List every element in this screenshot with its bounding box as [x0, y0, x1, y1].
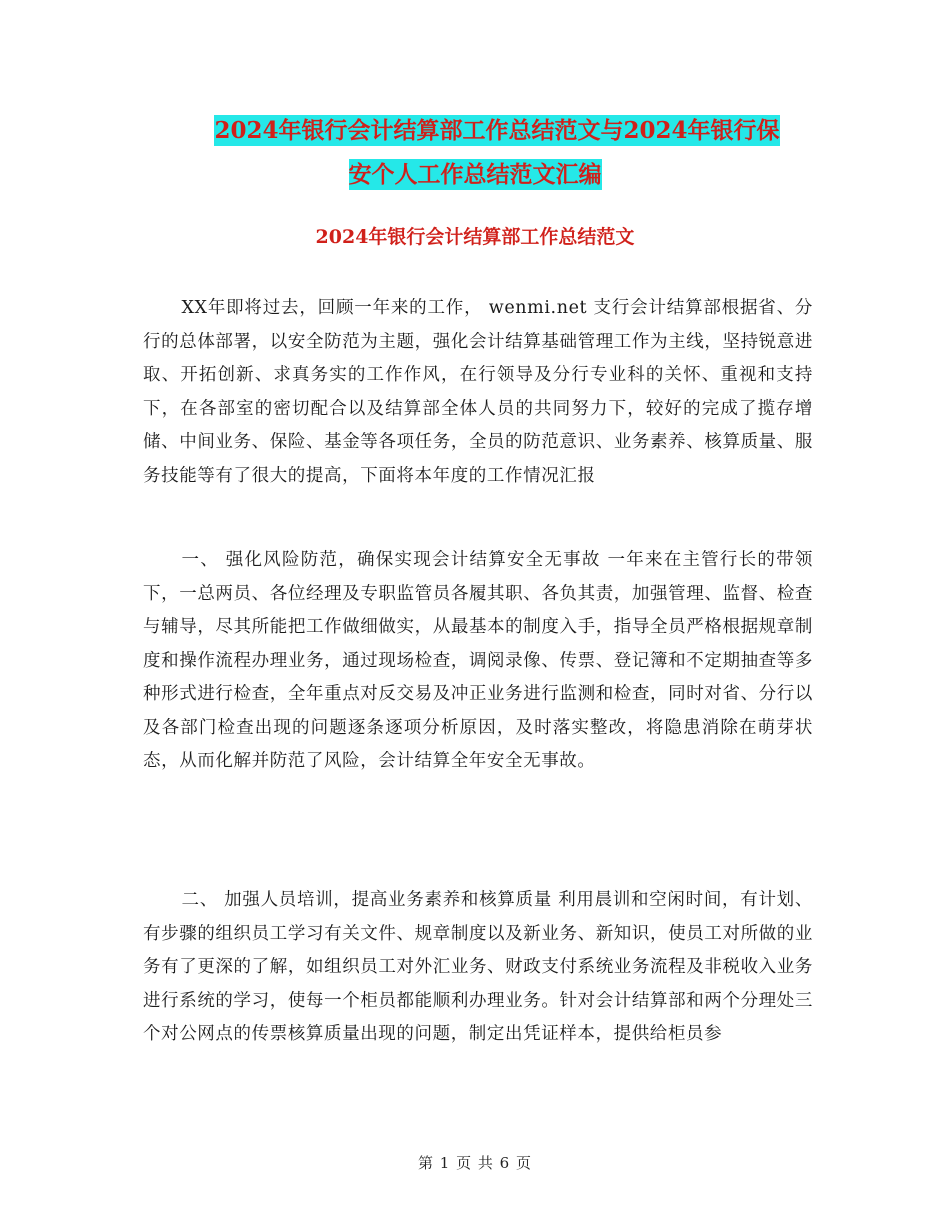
page-footer: 第 1 页 共 6 页 [418, 1154, 532, 1172]
paragraph-1 [143, 292, 813, 493]
paragraph-text: 一、 强化风险防范，确保实现会计结算安全无事故 一年来在主管行长的带领下，一总两员、各位经理及专职监管员各履其职、各负其责，加强管理、监督、检查与辅导，尽其所能把工作做细做实，从最基本的制度入手，指导全员严格根据规章制度和操作流程办理业务，通过现场检查，调阅录像、传票、登记簿和不定期抽查等多种形式进行检查，全年重点对反交易及冲正业务进行监测和检查，同时对省、分行以及各部门检查出现的问题逐条逐项分析原因，及时落实整改，将隐患消除在萌芽状态，从而化解并防范了风险，会计结算全年安全无事故。 [143, 550, 813, 771]
paragraph-text: XX年即将过去，回顾一年来的工作， wenmi.net 支行会计结算部根据省、分行的总体部署，以安全防范为主题，强化会计结算基础管理工作为主线，坚持锐意进取、开拓创新、求真务实的工作作风，在行领导及分行专业科的关怀、重视和支持下，在各部室的密切配合以及结算部全体人员的共同努力下，较好的完成了揽存增储、中间业务、保险、基金等各项任务，全员的防范意识、业务素养、核算质量、服务技能等有了很大的提高，下面将本年度的工作情况汇报 [143, 298, 813, 486]
paragraph-text: 二、 加强人员培训，提高业务素养和核算质量 利用晨训和空闲时间，有计划、有步骤的组织员工学习有关文件、规章制度以及新业务、新知识，使员工对所做的业务有了更深的了解，如组织员工对外汇业务、财政支付系统业务流程及非税收入业务进行系统的学习，使每一个柜员都能顺利办理业务。针对会计结算部和两个分理处三个对公网点的传票核算质量出现的问题，制定出凭证样本，提供给柜员参 [143, 890, 813, 1044]
paragraph-3 [143, 884, 813, 1052]
paragraph-2 [143, 544, 813, 779]
document-title-line-2: 安个人工作总结范文汇编 [348, 161, 602, 188]
section-title: 2024年银行会计结算部工作总结范文 [315, 226, 635, 248]
document-title-line-1: 2024年银行会计结算部工作总结范文与2024年银行保 [214, 117, 780, 144]
